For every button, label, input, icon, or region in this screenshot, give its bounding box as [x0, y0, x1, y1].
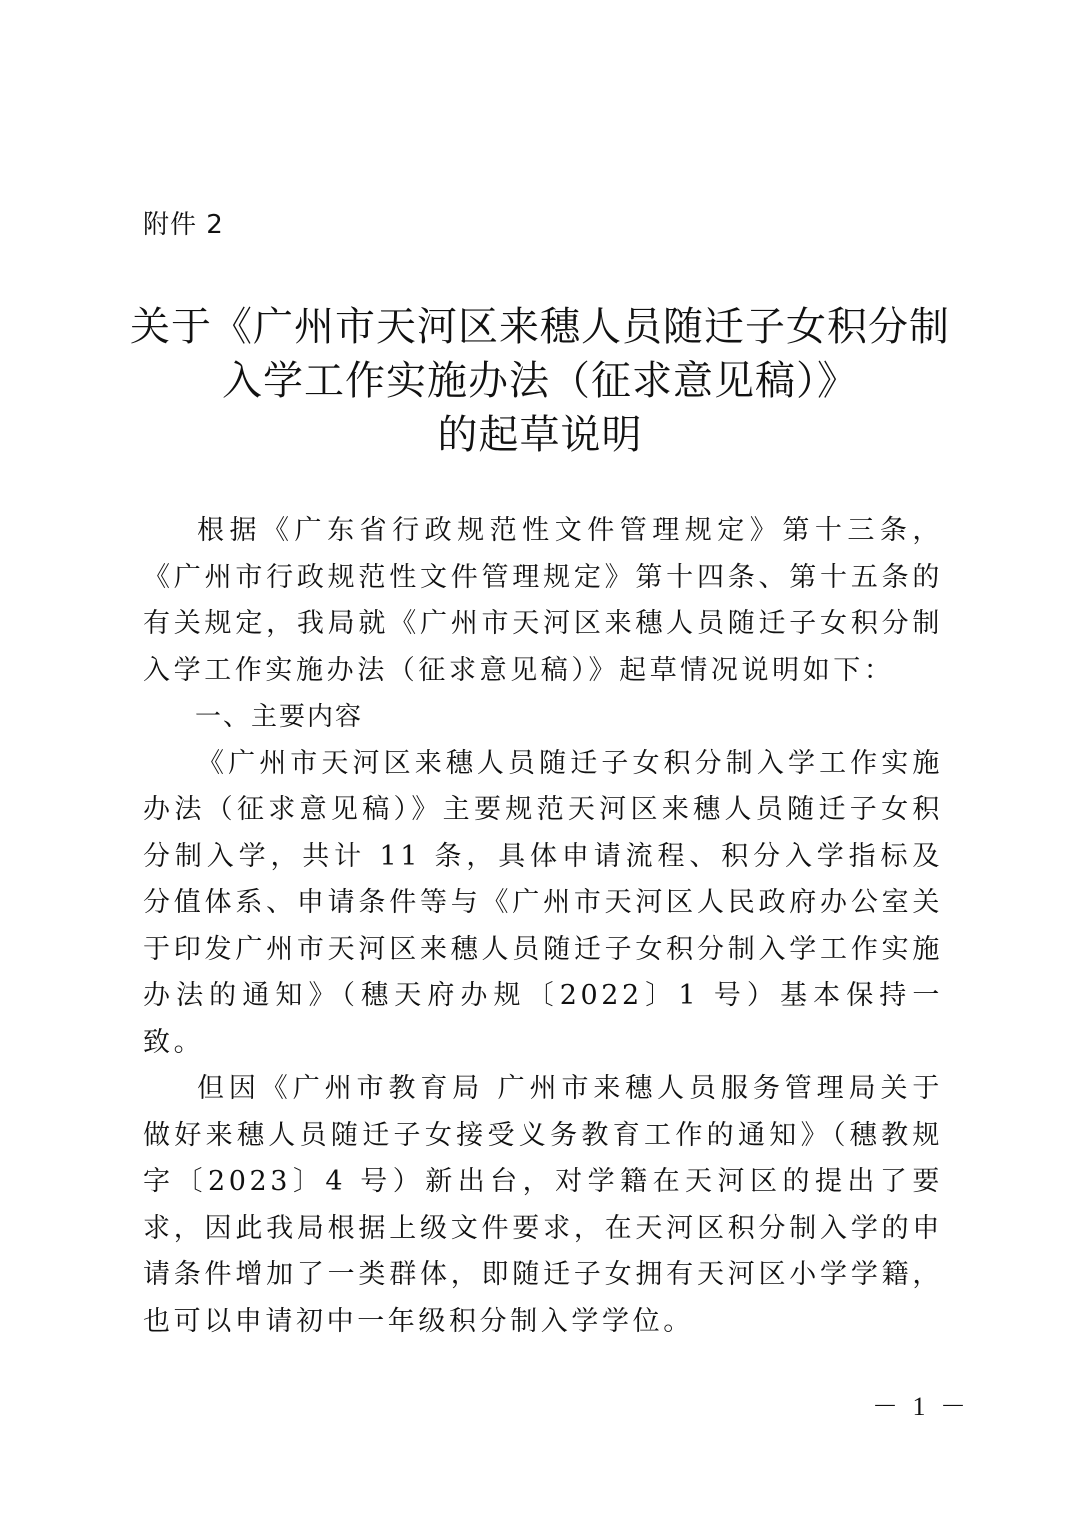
main-content-paragraph: 《广州市天河区来穗人员随迁子女积分制入学工作实施办法（征求意见稿）》主要规范天河区来穗人员随迁子女积分制入学，共计 11 条，具体申请流程、积分入学指标及分值体系、申请条件等与《广州市天河区人民政府办公室关于印发广州市天河区来穗人员随迁子女积分制入学工作实施办法的通知》（穗天府办规〔2022〕1 号）基本保持一致。 — [143, 747, 943, 1058]
page-number: － 1 － — [872, 1392, 971, 1421]
title-line-1: 关于《广州市天河区来穗人员随迁子女积分制 — [130, 304, 950, 350]
title-line-3: 的起草说明 — [437, 412, 643, 458]
new-policy-paragraph: 但因《广州市教育局 广州市来穗人员服务管理局关于做好来穗人员随迁子女接受义务教育工作的通知》（穗教规字〔2023〕4 号）新出台，对学籍在天河区的提出了要求，因此我局根据上级文件要求，在天河区积分制入学的申请条件增加了一类群体，即随迁子女拥有天河区小学学籍，也可以申请初中一年级积分制入学学位。 — [143, 1073, 943, 1337]
intro-paragraph: 根据《广东省行政规范性文件管理规定》第十三条，《广州市行政规范性文件管理规定》第十四条、第十五条的有关规定，我局就《广州市天河区来穗人员随迁子女积分制入学工作实施办法（征求意见稿）》起草情况说明如下： — [143, 515, 943, 686]
title-line-2: 入学工作实施办法（征求意见稿）》 — [222, 358, 858, 404]
attachment-label: 附件 2 — [143, 210, 224, 240]
section-heading: 一、主要内容 — [195, 702, 364, 732]
document-body — [143, 508, 943, 1345]
document-title — [100, 300, 980, 462]
